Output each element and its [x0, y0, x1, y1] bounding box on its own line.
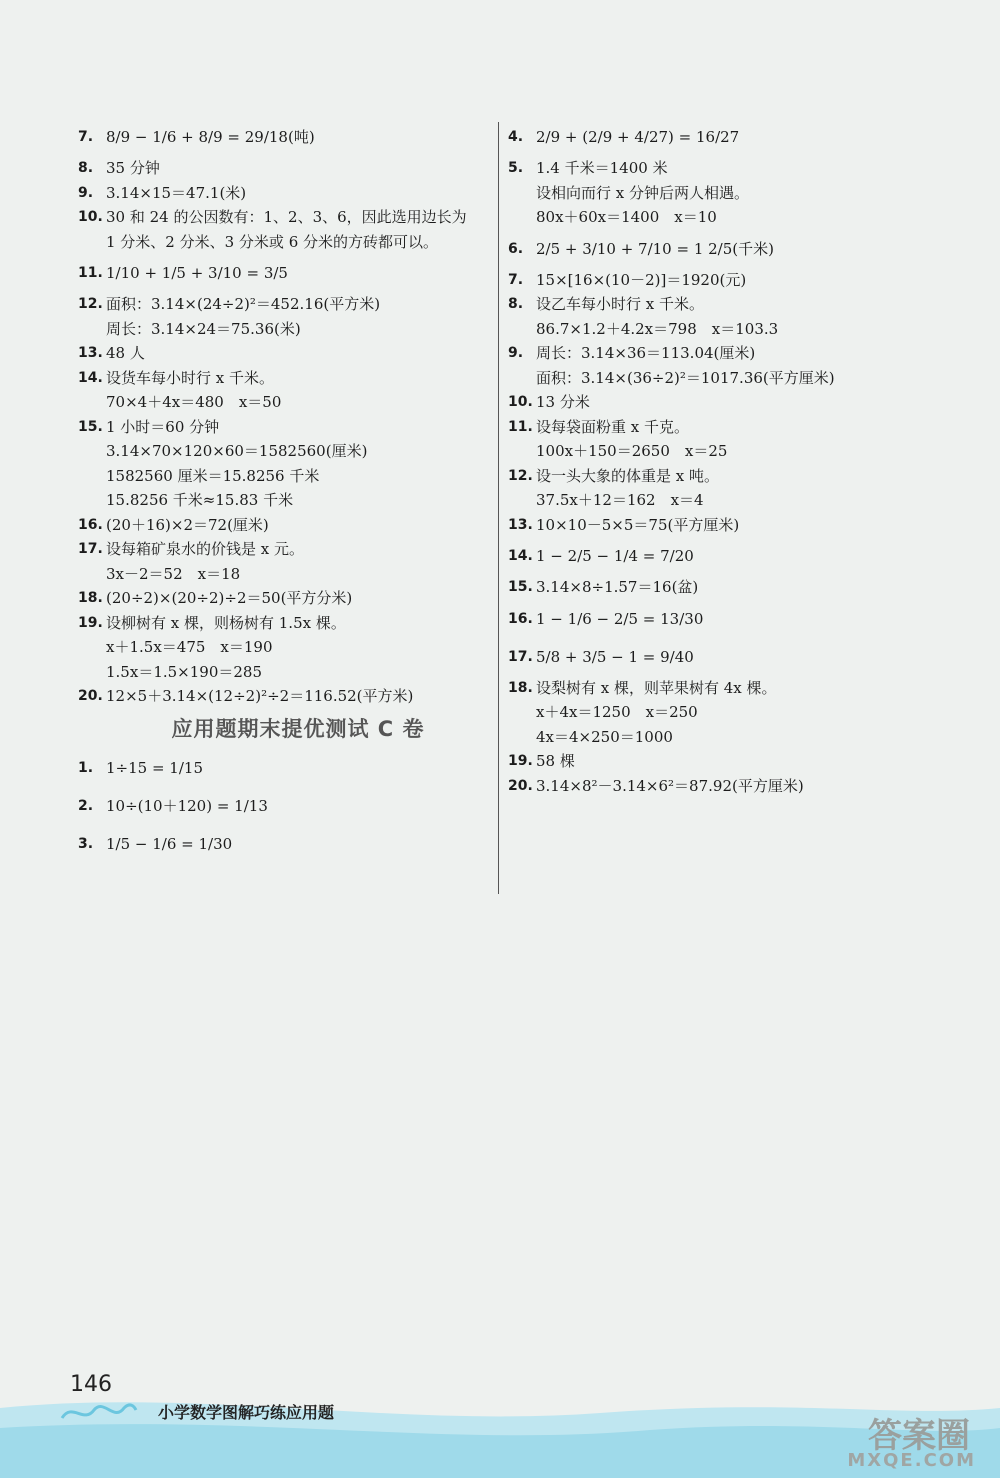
answer-line: x＋4x＝1250 x＝250 [536, 703, 698, 721]
answer-item [508, 292, 948, 341]
answer-item [78, 749, 488, 787]
answer-line: 30 和 24 的公因数有：1、2、3、6，因此选用边长为 [106, 208, 467, 226]
right-column [508, 118, 948, 798]
answer-line: 15.8256 千米≈15.83 千米 [106, 491, 294, 509]
answer-line: 37.5x＋12＝162 x＝4 [536, 491, 704, 509]
answer-line: 3.14×15＝47.1(米) [106, 183, 247, 202]
answer-line: 1.5x＝1.5×190＝285 [106, 662, 262, 681]
answer-line: 1.4 千米＝1400 米 [536, 159, 668, 177]
answer-number: 9. [78, 184, 94, 201]
answer-number: 8. [78, 160, 94, 176]
left-column [78, 118, 488, 863]
answer-line: (20＋16)×2＝72(厘米) [106, 515, 269, 534]
answer-number: 19. [508, 753, 533, 769]
answer-number: 16. [78, 516, 103, 533]
answer-line: 35 分钟 [106, 159, 160, 177]
answer-line: 设货车每小时行 x 千米。 [106, 368, 274, 387]
answer-line: 1÷15 = 1/15 [106, 758, 203, 777]
answer-number: 2. [78, 797, 94, 814]
answer-line: 1 − 2/5 − 1/4 = 7/20 [536, 547, 694, 565]
answer-item [78, 156, 488, 181]
answer-line: 1 − 1/6 − 2/5 = 13/30 [536, 609, 704, 628]
answer-number: 11. [508, 418, 533, 435]
answer-line: 3x－2＝52 x＝18 [106, 564, 241, 583]
answer-line: 设每箱矿泉水的价钱是 x 元。 [106, 540, 304, 558]
logo-swirl-icon [58, 1396, 138, 1426]
watermark-logo: 答案圈 [868, 1416, 970, 1456]
left-answer-list [78, 118, 488, 709]
answer-item [78, 537, 488, 586]
answer-number: 6. [508, 240, 524, 257]
answer-line: 2/5 + 3/10 + 7/10 = 1 2/5(千米) [536, 239, 774, 258]
answer-number: 1. [78, 759, 94, 776]
answer-item [508, 513, 948, 538]
answer-line: 10÷(10＋120) = 1/13 [106, 796, 268, 815]
watermark-url: MXQE.COM [847, 1450, 976, 1471]
answer-line: 1/5 − 1/6 = 1/30 [106, 834, 233, 853]
answer-number: 4. [508, 129, 524, 145]
answer-line: 面积：3.14×(24÷2)²＝452.16(平方米) [106, 295, 381, 313]
section-title: 应用题期末提优测试 C 卷 [171, 716, 425, 741]
answer-line: 1 小时＝60 分钟 [106, 417, 220, 436]
answer-line: 5/8 + 3/5 − 1 = 9/40 [536, 647, 694, 666]
answer-line: 10×10－5×5＝75(平方厘米) [536, 515, 740, 534]
answer-item [508, 156, 948, 230]
answer-line: 设乙车每小时行 x 千米。 [536, 295, 704, 313]
answer-item [508, 390, 948, 415]
answer-number: 17. [508, 648, 533, 665]
answer-item [508, 749, 948, 774]
answer-line: x＋1.5x＝475 x＝190 [106, 638, 273, 656]
answer-item [78, 292, 488, 341]
answer-item [78, 684, 488, 709]
answer-line: 1 分米、2 分米、3 分米或 6 分米的方砖都可以。 [106, 232, 439, 251]
book-title: 小学数学图解巧练应用题 [158, 1403, 335, 1422]
answer-item [78, 415, 488, 513]
answer-line: 86.7×1.2＋4.2x＝798 x＝103.3 [536, 319, 779, 338]
answer-number: 20. [508, 777, 533, 794]
answer-number: 9. [508, 345, 524, 361]
answer-number: 15. [508, 579, 533, 595]
answer-number: 14. [78, 369, 103, 386]
answer-line: 设梨树有 x 棵，则苹果树有 4x 棵。 [536, 678, 777, 697]
answer-item [78, 205, 488, 254]
answer-number: 18. [78, 590, 103, 606]
answer-number: 17. [78, 541, 103, 557]
answer-item [508, 341, 948, 390]
answer-number: 19. [78, 614, 103, 631]
answer-number: 14. [508, 548, 533, 564]
answer-line: 4x＝4×250＝1000 [536, 727, 673, 746]
answer-item [508, 464, 948, 513]
answer-number: 16. [508, 610, 533, 627]
answer-number: 13. [508, 516, 533, 533]
answer-number: 12. [78, 296, 103, 312]
answer-item [78, 611, 488, 685]
answer-line: 58 棵 [536, 752, 575, 770]
answer-line: 15×[16×(10－2)]＝1920(元) [536, 270, 747, 289]
page-number: 146 [70, 1372, 112, 1397]
answer-line: 设每袋面粉重 x 千克。 [536, 417, 689, 436]
answer-number: 18. [508, 679, 533, 696]
answer-item [78, 341, 488, 366]
answer-line: 面积：3.14×(36÷2)²＝1017.36(平方厘米) [536, 368, 835, 387]
answer-item [78, 586, 488, 611]
answer-line: 3.14×8²－3.14×6²＝87.92(平方厘米) [536, 776, 804, 795]
answer-item [78, 513, 488, 538]
answer-line: 周长：3.14×24＝75.36(米) [106, 319, 301, 338]
answer-item [508, 774, 948, 799]
answer-line: 2/9 + (2/9 + 4/27) = 16/27 [536, 128, 740, 146]
answer-item [78, 787, 488, 825]
answer-line: 1582560 厘米＝15.8256 千米 [106, 466, 320, 485]
answer-number: 13. [78, 345, 103, 361]
answer-line: 3.14×8÷1.57＝16(盆) [536, 578, 699, 596]
answer-line: 1/10 + 1/5 + 3/10 = 3/5 [106, 264, 288, 282]
answer-number: 3. [78, 835, 94, 852]
answer-line: 设柳树有 x 棵，则杨树有 1.5x 棵。 [106, 613, 346, 632]
answer-number: 15. [78, 418, 103, 435]
answer-item [508, 268, 948, 293]
column-divider [498, 122, 499, 894]
answer-number: 10. [508, 394, 533, 410]
answer-item [508, 638, 948, 676]
answer-line: 3.14×70×120×60＝1582560(厘米) [106, 442, 368, 460]
answer-item [508, 575, 948, 600]
answer-number: 12. [508, 467, 533, 484]
answer-item [508, 676, 948, 750]
answer-line: 48 人 [106, 344, 145, 362]
answer-line: 设相向而行 x 分钟后两人相遇。 [536, 183, 749, 202]
answer-line: 设一头大象的体重是 x 吨。 [536, 466, 719, 485]
answer-line: 80x＋60x＝1400 x＝10 [536, 208, 717, 226]
answer-line: 13 分米 [536, 393, 590, 411]
answer-number: 5. [508, 160, 524, 176]
answer-line: (20÷2)×(20÷2)÷2＝50(平方分米) [106, 589, 353, 607]
answer-number: 11. [78, 265, 103, 281]
answer-item [508, 415, 948, 464]
answer-number: 7. [78, 129, 94, 145]
answer-line: 100x＋150＝2650 x＝25 [536, 442, 728, 460]
answer-number: 20. [78, 688, 103, 704]
answer-number: 7. [508, 271, 524, 288]
answer-item [78, 254, 488, 292]
answer-number: 10. [78, 209, 103, 225]
answer-number: 8. [508, 296, 524, 312]
answer-item [78, 366, 488, 415]
answer-line: 12×5＋3.14×(12÷2)²÷2＝116.52(平方米) [106, 687, 414, 705]
answer-line: 周长：3.14×36＝113.04(厘米) [536, 344, 756, 362]
right-answer-list [508, 118, 948, 798]
answer-line: 8/9 − 1/6 + 8/9 = 29/18(吨) [106, 128, 315, 146]
section-answer-list [78, 749, 488, 863]
answer-item [78, 825, 488, 863]
answer-line: 70×4＋4x＝480 x＝50 [106, 393, 282, 411]
answer-item [508, 537, 948, 575]
answer-item [508, 600, 948, 638]
answer-item [78, 118, 488, 156]
answer-item [508, 118, 948, 156]
answer-item [508, 230, 948, 268]
answer-item [78, 181, 488, 206]
